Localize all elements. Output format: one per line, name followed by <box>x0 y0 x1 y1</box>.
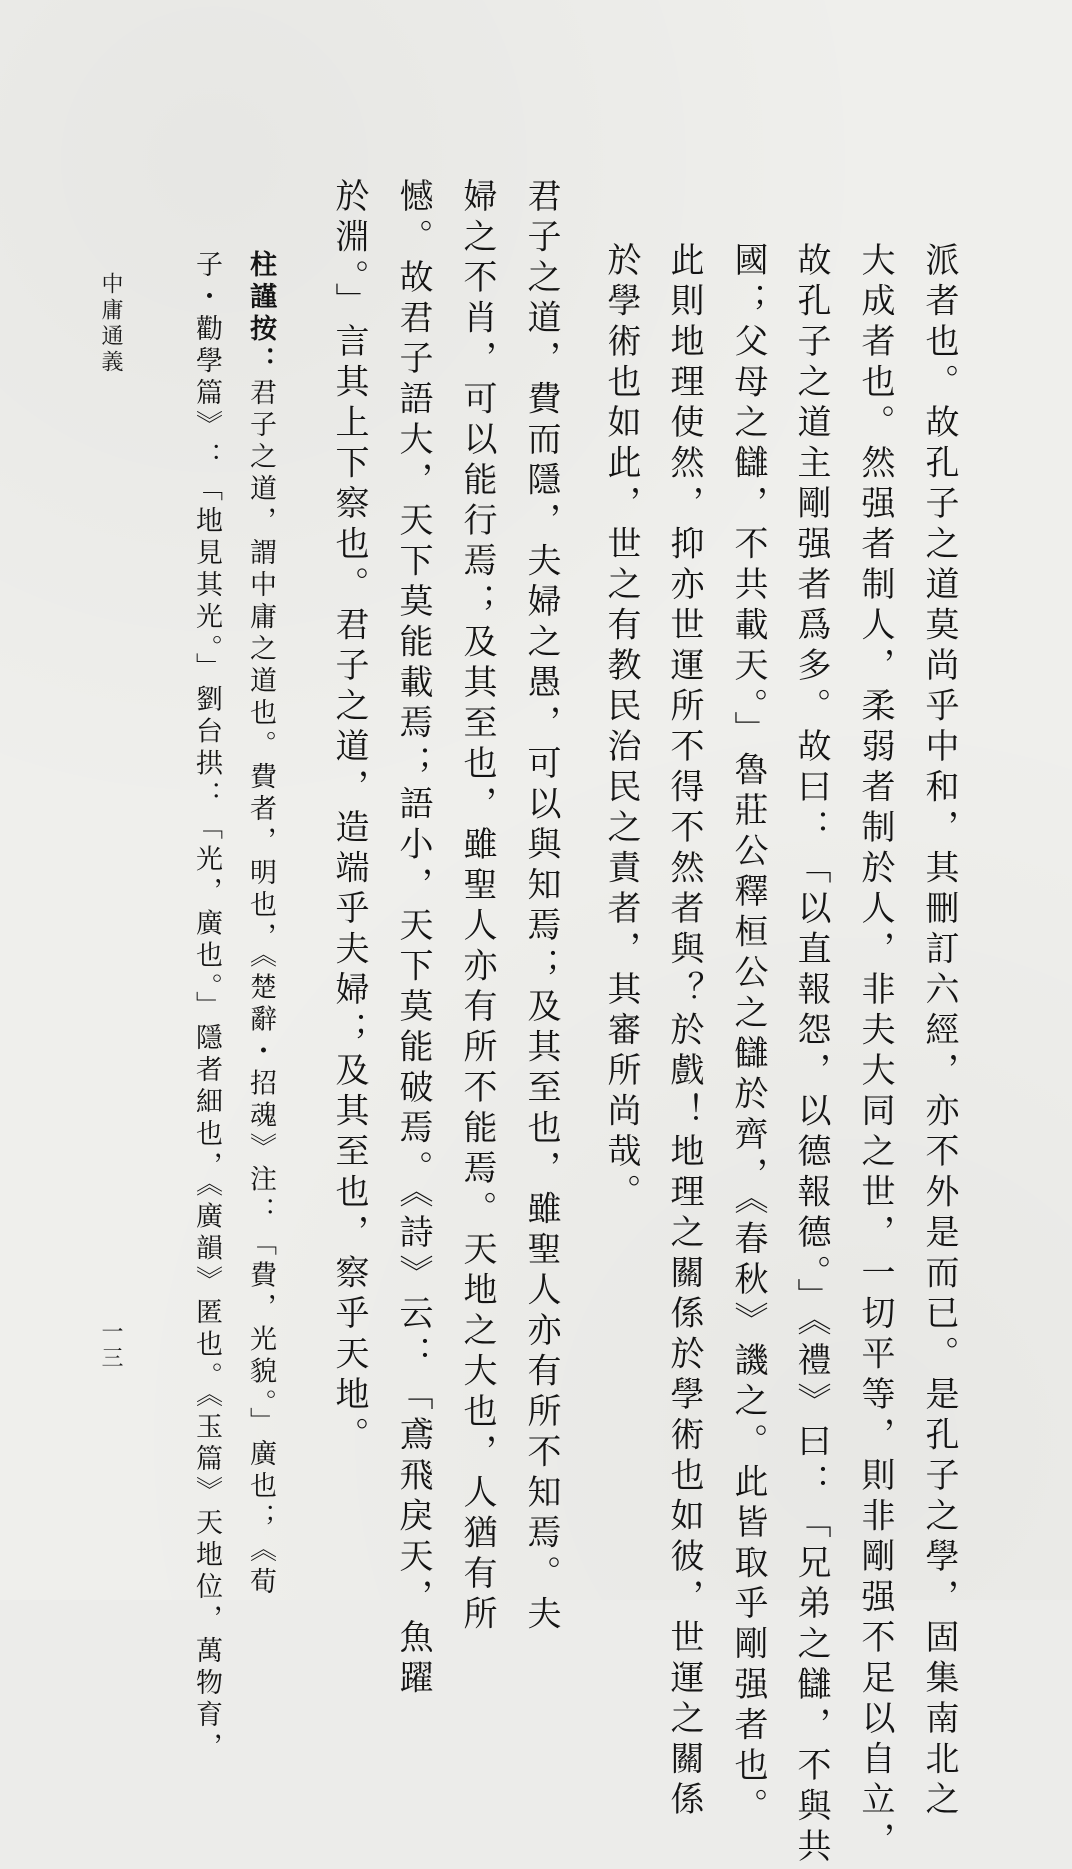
paragraph1-line-4: 國；父母之讎，不共載天。」魯莊公釋桓公之讎於齊，《春秋》譏之。此皆取乎剛强者也。 <box>728 242 768 1828</box>
commentary-line-2: 子・勸學篇》：「地見其光。」劉台拱：「光，廣也。」隱者細也，《廣韻》匿也。《玉篇》天地位，萬物育， <box>191 250 222 1764</box>
paragraph1-line-5: 此則地理使然，抑亦世運所不得不然者與？於戲！地理之關係於學術也如彼，世運之關係 <box>664 242 704 1822</box>
paragraph2-line-4: 於淵。」言其上下察也。君子之道，造端乎夫婦；及其至也，察乎天地。 <box>329 178 369 1457</box>
commentary-line-1 <box>247 250 274 1599</box>
paragraph1-line-1: 派者也。故孔子之道莫尚乎中和，其刪訂六經，亦不外是而已。是孔子之學，固集南北之 <box>919 242 959 1822</box>
paragraph1-line-6: 於學術也如此，世之有教民治民之責者，其審所尚哉。 <box>601 242 641 1214</box>
paragraph1-line-3: 故孔子之道主剛强者爲多。故曰：「以直報怨，以德報德。」《禮》曰：「兄弟之讎，不與共 <box>791 242 831 1869</box>
paragraph2-line-1: 君子之道，費而隱，夫婦之愚，可以與知焉；及其至也，雖聖人亦有所不知焉。夫 <box>521 178 561 1636</box>
book-title-header: 中庸通義 <box>98 272 123 376</box>
paragraph1-line-2: 大成者也。然强者制人，柔弱者制於人，非夫大同之世，一切平等，則非剛强不足以自立， <box>855 242 895 1862</box>
commentary-label: 柱謹按： <box>245 250 276 378</box>
commentary-line-1-text: 君子之道，謂中庸之道也。費者，明也，《楚辭・招魂》注：「費，光貌。」廣也；《荀 <box>245 378 276 1599</box>
paragraph2-line-2: 婦之不肖，可以能行焉；及其至也，雖聖人亦有所不能焉。天地之大也，人猶有所 <box>457 178 497 1636</box>
paragraph2-line-3: 憾。故君子語大，天下莫能載焉；語小，天下莫能破焉。《詩》云：「鳶飛戾天，魚躍 <box>393 178 433 1700</box>
page-number: 一三 <box>98 1320 123 1372</box>
